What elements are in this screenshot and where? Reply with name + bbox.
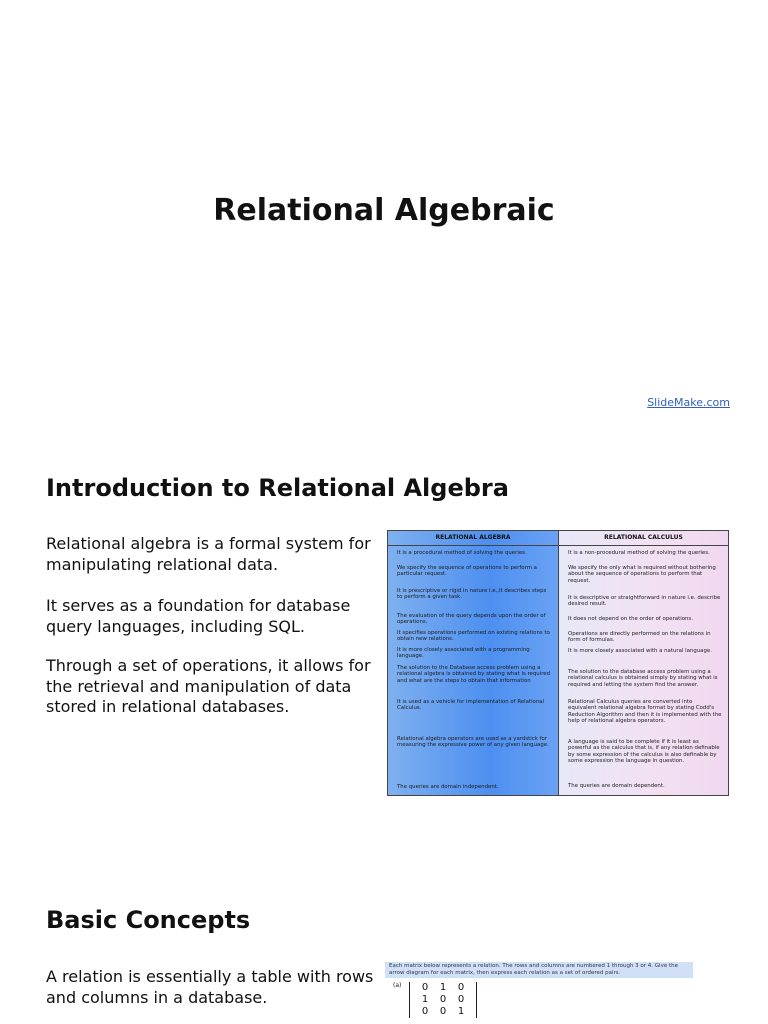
basics-heading: Basic Concepts: [46, 906, 251, 934]
calculus-item: Relational Calculus queries are converted into equivalent relational algebra format by stating Codd's Reduction Algorithm and then it is implemented with the help of relational algebra operators.: [568, 699, 722, 725]
matrix-cell: 0: [421, 1006, 429, 1017]
algebra-item: The solution to the Database access problem using a relational algebra is obtained by stating what is required and what are the steps to obtain that information: [397, 665, 551, 684]
basics-paragraph-1: A relation is essentially a table with rows and columns in a database.: [46, 967, 374, 1007]
calculus-item: Operations are directly performed on the relations in form of formulas.: [568, 631, 711, 644]
matrix-cell: 0: [439, 994, 447, 1005]
intro-heading: Introduction to Relational Algebra: [46, 474, 509, 502]
matrix-cell: 0: [457, 982, 465, 993]
matrix-row: [416, 994, 470, 1006]
intro-paragraph-2: It serves as a foundation for database query languages, including SQL.: [46, 596, 351, 636]
matrix: [409, 982, 477, 1018]
algebra-item: The evaluation of the query depends upon the order of operations.: [397, 613, 546, 626]
intro-paragraph-3: Through a set of operations, it allows for the retrieval and manipulation of data stored in relational databases.: [46, 656, 371, 716]
calculus-item: The queries are domain dependent.: [568, 783, 665, 789]
calculus-item: We specify the only what is required without bothering about the sequence of operations to perform that request.: [568, 565, 716, 584]
comparison-table-image: [387, 530, 729, 796]
matrix-example-image: [385, 962, 705, 1024]
calculus-item: It is descriptive or straightforward in nature i.e. describe desired result.: [568, 595, 721, 608]
calculus-header: RELATIONAL CALCULUS: [559, 531, 728, 546]
algebra-item: We specify the sequence of operations to perform a particular request.: [397, 565, 537, 578]
algebra-item: Relational algebra operators are used as a yardstick for measuring the expressive power of any given language.: [397, 736, 549, 749]
calculus-item: It does not depend on the order of operations.: [568, 616, 693, 622]
matrix-cell: 1: [421, 994, 429, 1005]
algebra-column: [388, 531, 559, 795]
calculus-item: It is a non-procedural method of solving the queries.: [568, 550, 710, 556]
intro-paragraph-1: Relational algebra is a formal system for manipulating relational data.: [46, 534, 371, 574]
calculus-item: A language is said to be complete if it is least as powerful as the calculus that is, if any relation definable by some expression of the calculus is also definable by some expression the language in question.: [568, 739, 720, 765]
calculus-item: The solution to the database access problem using a relational calculus is obtained simply by stating what is required and letting the system find the answer.: [568, 669, 718, 688]
algebra-item: It is a procedural method of solving the queries.: [397, 550, 527, 556]
calculus-column: [559, 531, 728, 795]
algebra-header: RELATIONAL ALGEBRA: [388, 531, 558, 546]
matrix-cell: 1: [439, 982, 447, 993]
matrix-caption: Each matrix below represents a relation. The rows and columns are numbered 1 through 3 or 4. Give the arrow diagram for each matrix, then express each relation as a set of ordered pairs.: [385, 962, 693, 978]
algebra-item: It is prescriptive or rigid in nature i.e.,It describes steps to perform a given task.: [397, 588, 547, 601]
algebra-item: It is used as a vehicle for implementation of Relational Calculus.: [397, 699, 545, 712]
slide-title: Relational Algebraic: [213, 193, 555, 228]
matrix-cell: 1: [457, 1006, 465, 1017]
algebra-item: It is more closely associated with a programming language.: [397, 647, 530, 660]
algebra-item: It specifies operations performed on existing relations to obtain new relations.: [397, 630, 550, 643]
calculus-item: It is more closely associated with a natural language.: [568, 648, 712, 654]
matrix-cell: 0: [421, 982, 429, 993]
matrix-row: [416, 982, 470, 994]
matrix-label: (a): [393, 982, 402, 989]
matrix-row: [416, 1006, 470, 1018]
matrix-cell: 0: [457, 994, 465, 1005]
algebra-item: The queries are domain independent.: [397, 784, 499, 790]
slidemake-link[interactable]: SlideMake.com: [647, 396, 730, 409]
matrix-cell: 0: [439, 1006, 447, 1017]
